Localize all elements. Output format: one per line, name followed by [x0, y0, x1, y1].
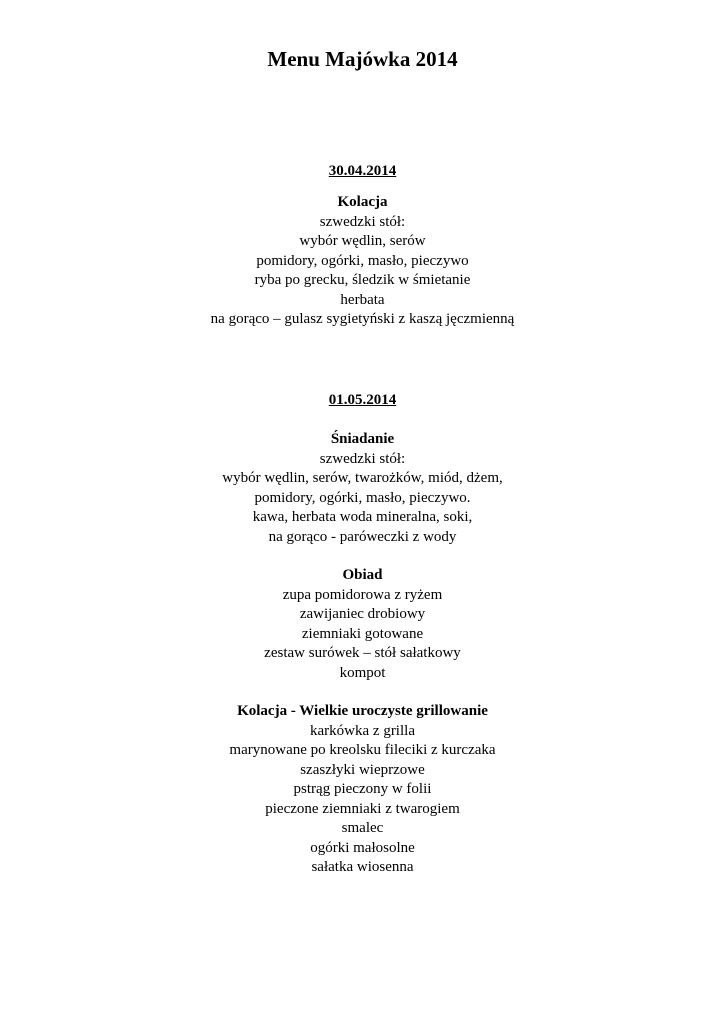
meal-heading: Śniadanie [330, 431, 395, 447]
menu-item: na gorąco – gulasz sygietyński z kaszą jęczmienną [210, 311, 515, 327]
menu-item: ryba po grecku, śledzik w śmietanie [254, 272, 471, 288]
menu-item: pomidory, ogórki, masło, pieczywo. [254, 489, 471, 506]
menu-item: herbata [340, 291, 385, 308]
meal-heading: Obiad [342, 567, 383, 583]
menu-item: ogórki małosolne [310, 839, 415, 856]
page-title: Menu Majówka 2014 [267, 47, 458, 71]
menu-item: szwedzki stół: [319, 450, 406, 467]
menu-item: ziemniaki gotowane [301, 625, 424, 642]
menu-item: zawijaniec drobiowy [299, 606, 426, 622]
menu-item: pieczone ziemniaki z twarogiem [265, 800, 460, 817]
day-section-01-05 [0, 390, 725, 878]
menu-item: szwedzki stół: [319, 213, 406, 230]
menu-item: kompot [339, 664, 386, 681]
menu-item: zestaw surówek – stół sałatkowy [264, 645, 461, 661]
meal-sniadanie [0, 430, 725, 547]
day-section-30-04 [0, 161, 725, 330]
menu-item: smalec [341, 820, 384, 836]
menu-item: pomidory, ogórki, masło, pieczywo [256, 252, 469, 269]
menu-item: wybór wędlin, serów [299, 233, 426, 249]
menu-item: sałatka wiosenna [311, 859, 414, 875]
menu-item: na gorąco - paróweczki z wody [268, 528, 457, 545]
menu-item: szaszłyki wieprzowe [300, 761, 425, 778]
meal-kolacja-grill [0, 702, 725, 878]
meal-heading: Kolacja - Wielkie uroczyste grillowanie [237, 703, 488, 719]
meal-kolacja [0, 193, 725, 330]
meal-heading: Kolacja [337, 194, 388, 210]
menu-item: karkówka z grilla [310, 722, 415, 739]
day-date: 30.04.2014 [328, 163, 397, 179]
menu-item: marynowane po kreolsku fileciki z kurczaka [229, 742, 496, 758]
meal-obiad [0, 566, 725, 683]
menu-item: wybór wędlin, serów, twarożków, miód, dżem, [222, 470, 503, 486]
menu-item: pstrąg pieczony w folii [293, 781, 432, 797]
menu-item: kawa, herbata woda mineralna, soki, [252, 509, 473, 525]
day-date: 01.05.2014 [328, 392, 397, 408]
menu-item: zupa pomidorowa z ryżem [282, 586, 443, 603]
